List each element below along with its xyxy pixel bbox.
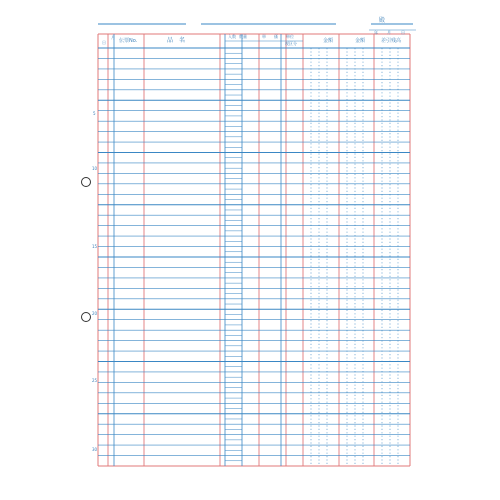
col-amount-1: 金額	[323, 38, 334, 44]
col-unit-label-2: 価	[274, 34, 278, 39]
col-unit-label-1: 単	[262, 34, 266, 39]
col-quantity-label-1: 入数	[228, 34, 236, 39]
col-month-label: 月	[111, 35, 115, 40]
row-marker-25: 25	[92, 378, 98, 383]
col-voucher-no: 伝票No.	[119, 38, 138, 44]
col-amount-2: 金額	[355, 38, 366, 44]
col-balance: 差引残高	[381, 38, 402, 44]
row-marker-15: 15	[92, 244, 98, 249]
col-tax-label-2: 税区分	[285, 41, 297, 46]
row-marker-5: 5	[93, 111, 96, 116]
date-year-label: 年	[374, 30, 378, 35]
ledger-grid	[71, 0, 427, 500]
addressee-suffix: 殿	[379, 17, 386, 24]
col-quantity-label-2: 数量	[239, 34, 247, 39]
col-item-name: 品 名	[167, 37, 186, 44]
punch-hole-top	[81, 177, 91, 187]
date-month-label: 月	[387, 30, 391, 35]
row-marker-20: 20	[92, 311, 98, 316]
date-day-label: 日	[401, 30, 405, 35]
punch-hole-bottom	[81, 312, 91, 322]
col-tax-label-1: 単位	[286, 34, 294, 39]
col-day-label: 日	[102, 40, 106, 45]
row-marker-10: 10	[92, 166, 98, 171]
row-marker-30: 30	[92, 447, 98, 452]
ledger-sheet	[71, 0, 427, 500]
